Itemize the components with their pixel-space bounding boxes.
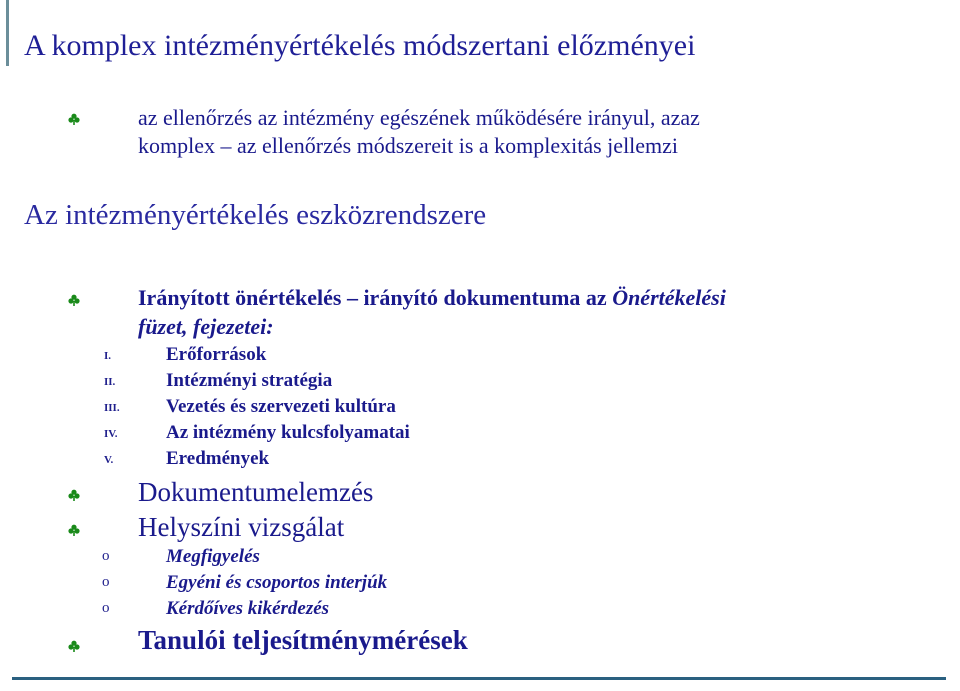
site-method-label: Megfigyelés: [166, 546, 260, 567]
intro-text-line-1: az ellenőrzés az intézmény egészének működésére irányul, azaz: [138, 105, 700, 130]
site-visit-text: Helyszíni vizsgálat: [138, 512, 345, 542]
chapter-numeral: III.: [104, 402, 120, 414]
guided-text-prefix: Irányított önértékelés – irányító dokumentuma az: [138, 285, 613, 310]
club-bullet-icon: [68, 640, 80, 652]
left-accent-rule: [6, 0, 9, 66]
chapter-label: Vezetés és szervezeti kultúra: [166, 396, 396, 417]
club-bullet-icon: [68, 113, 80, 125]
chapter-label: Erőforrások: [166, 344, 267, 365]
sub-bullet-marker: o: [102, 600, 110, 616]
sub-bullet-marker: o: [102, 548, 110, 564]
chapter-numeral: V.: [104, 454, 114, 466]
club-bullet-icon: [68, 294, 80, 306]
slide-title: A komplex intézményértékelés módszertani előzményei: [24, 29, 696, 62]
bottom-rule: [12, 677, 946, 680]
site-method-label: Kérdőíves kikérdezés: [166, 598, 330, 619]
site-method-label: Egyéni és csoportos interjúk: [166, 572, 388, 593]
club-bullet-icon: [68, 489, 80, 501]
chapter-numeral: I.: [104, 350, 112, 362]
guided-text-line-1: [138, 284, 726, 311]
intro-text-line-2: komplex – az ellenőrzés módszereit is a komplexitás jellemzi: [138, 133, 679, 158]
chapter-numeral: IV.: [104, 428, 118, 440]
section-heading: Az intézményértékelés eszközrendszere: [24, 199, 487, 231]
doc-analysis-text: Dokumentumelemzés: [138, 477, 374, 507]
chapter-label: Eredmények: [166, 448, 270, 469]
guided-text-line-2: füzet, fejezetei:: [138, 314, 274, 339]
sub-bullet-marker: o: [102, 574, 110, 590]
chapter-label: Intézményi stratégia: [166, 370, 333, 391]
club-bullet-icon: [68, 524, 80, 536]
guided-text-italic: Önértékelési: [612, 285, 726, 310]
chapter-numeral: II.: [104, 376, 116, 388]
chapter-label: Az intézmény kulcsfolyamatai: [166, 422, 410, 443]
performance-text: Tanulói teljesítménymérések: [138, 625, 468, 655]
